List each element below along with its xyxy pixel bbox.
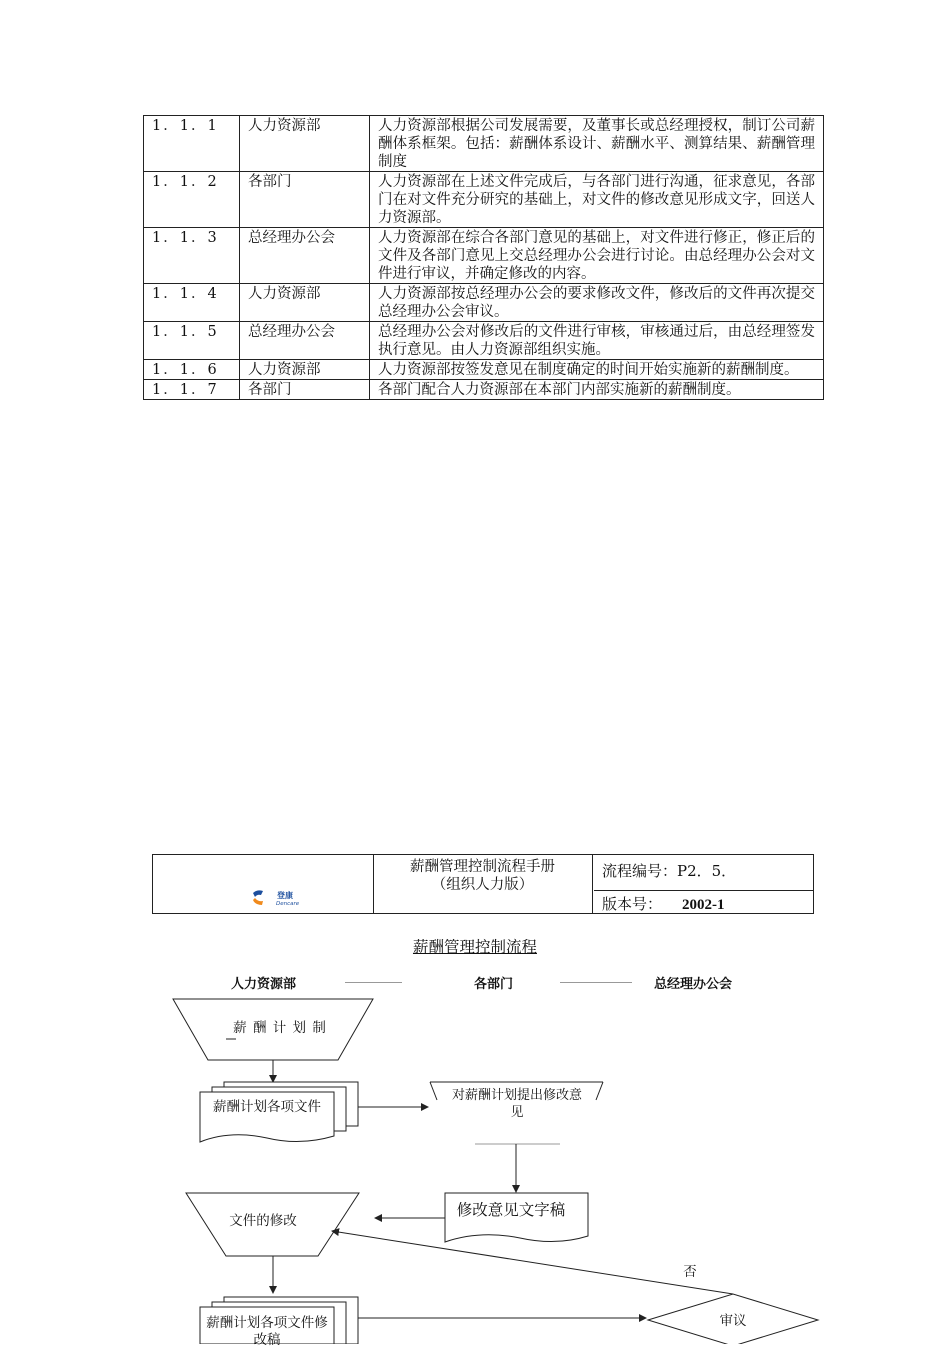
department-cell: 总经理办公会 (240, 228, 370, 284)
version-label: 版本号： (602, 895, 663, 913)
svg-text:登康: 登康 (277, 891, 293, 900)
manual-title-line1: 薪酬管理控制流程手册 (410, 859, 555, 875)
review-label: 审议 (719, 1313, 747, 1329)
department-cell: 各部门 (240, 172, 370, 228)
description-cell: 人力资源部在上述文件完成后，与各部门进行沟通，征求意见，各部门在对文件充分研究的基础上，对文件的修改意见形成文字，回送人力资源部。 (370, 172, 824, 228)
lane-gm-office: 总经理办公会 (654, 976, 733, 991)
description-cell: 人力资源部按总经理办公会的要求修改文件，修改后的文件再次提交总经理办公会审议。 (370, 284, 824, 322)
step-number: 1．1．3 (144, 228, 240, 284)
description-cell: 人力资源部在综合各部门意见的基础上，对文件进行修正，修正后的文件及各部门意见上交总经理办公会进行讨论。由总经理办公会对文件进行审议，并确定修改的内容。 (370, 228, 824, 284)
lane-departments: 各部门 (474, 976, 514, 991)
description-cell: 总经理办公会对修改后的文件进行审核，审核通过后，由总经理签发执行意见。由人力资源部组织实施。 (370, 322, 824, 360)
department-cell: 人力资源部 (240, 360, 370, 380)
step-number: 1．1．7 (144, 380, 240, 400)
svg-text:Dencare: Dencare (276, 901, 300, 907)
revised-docs-label: 薪酬计划各项文件修改稿 (206, 1315, 328, 1348)
flow-title: 薪酬管理控制流程 (412, 938, 537, 956)
no-label: 否 (683, 1264, 697, 1280)
manual-title-line2: （组织人力版） (431, 877, 534, 893)
plan-docs-label: 薪酬计划各项文件 (213, 1099, 321, 1115)
revise-label: 文件的修改 (229, 1213, 297, 1229)
department-cell: 各部门 (240, 380, 370, 400)
opinion-label: 对薪酬计划提出修改意见 (452, 1088, 583, 1120)
description-cell: 人力资源部按签发意见在制度确定的时间开始实施新的薪酬制度。 (370, 360, 824, 380)
department-cell: 人力资源部 (240, 284, 370, 322)
step-number: 1．1．2 (144, 172, 240, 228)
version-value: 2002-1 (682, 897, 725, 913)
step-number: 1．1．6 (144, 360, 240, 380)
process-code: 流程编号：P2．5． (594, 855, 813, 891)
plan-label: 薪 酬 计 划 制 (233, 1020, 327, 1036)
description-cell: 人力资源部根据公司发展需要，及董事长或总经理授权，制订公司薪酬体系框架。包括：薪酬体系设计、薪酬水平、测算结果、薪酬管理制度 (370, 116, 824, 172)
lane-hr: 人力资源部 (231, 976, 297, 991)
description-cell: 各部门配合人力资源部在本部门内部实施新的薪酬制度。 (370, 380, 824, 400)
step-number: 1．1．4 (144, 284, 240, 322)
draft-label: 修改意见文字稿 (456, 1201, 566, 1219)
step-number: 1．1．5 (144, 322, 240, 360)
step-number: 1．1．1 (144, 116, 240, 172)
department-cell: 总经理办公会 (240, 322, 370, 360)
department-cell: 人力资源部 (240, 116, 370, 172)
